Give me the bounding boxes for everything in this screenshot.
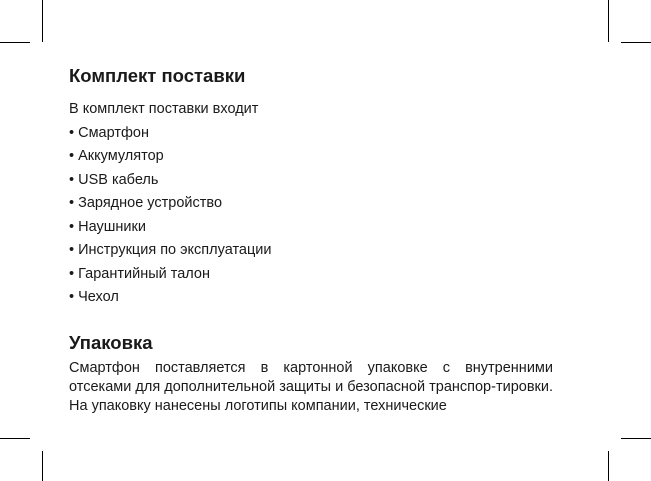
crop-mark-top-left <box>42 0 43 42</box>
list-item: • Наушники <box>69 216 553 240</box>
list-item: • Инструкция по эксплуатации <box>69 239 553 263</box>
list-item: • Зарядное устройство <box>69 192 553 216</box>
package-contents-list <box>69 122 553 310</box>
list-item: • Чехол <box>69 286 553 310</box>
document-page <box>69 64 553 430</box>
list-item: • Аккумулятор <box>69 145 553 169</box>
list-item: • Смартфон <box>69 122 553 146</box>
crop-mark-top-right <box>608 0 609 42</box>
crop-mark-bottom-left <box>42 451 43 481</box>
packaging-paragraph: Смартфон поставляется в картонной упаковке с внутренними отсеками для дополнительной защиты и безопасной транспор-тировки. На упаковку нанесены логотипы компании, технические <box>69 359 553 414</box>
package-contents-intro: В комплект поставки входит <box>69 101 259 117</box>
crop-mark-right-lower <box>621 438 651 439</box>
crop-mark-left-lower <box>0 438 30 439</box>
section-title-package-contents: Комплект поставки <box>69 65 246 86</box>
list-item: • Гарантийный талон <box>69 263 553 287</box>
crop-mark-left-upper <box>0 42 30 43</box>
crop-mark-right-upper <box>621 42 651 43</box>
crop-mark-bottom-right <box>608 451 609 481</box>
section-title-packaging: Упаковка <box>69 331 153 353</box>
list-item: • USB кабель <box>69 169 553 193</box>
